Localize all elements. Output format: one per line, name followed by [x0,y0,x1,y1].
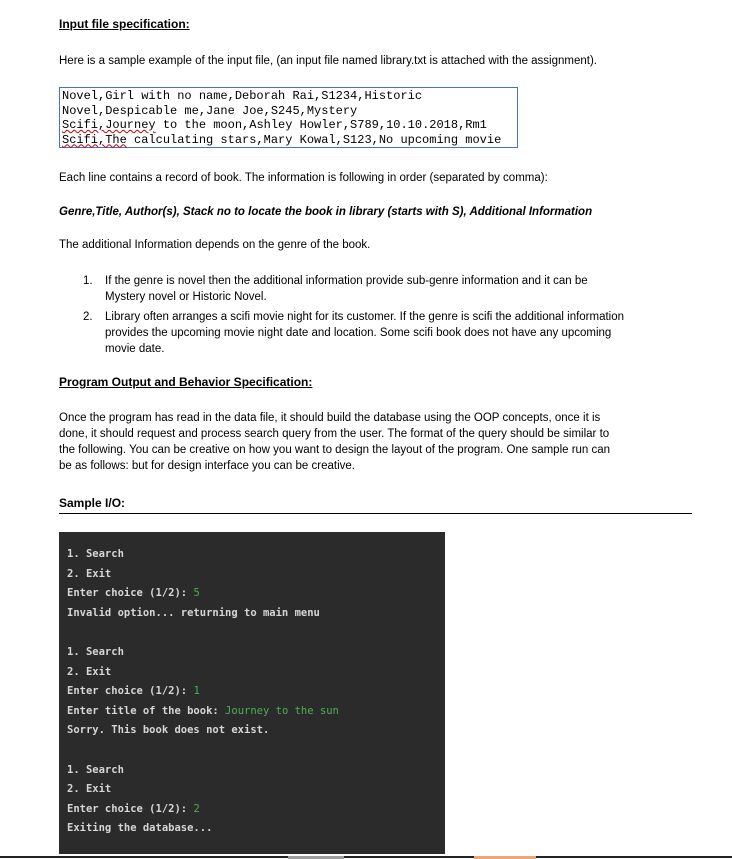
terminal-line: 2. Exit [67,567,112,580]
input-spec-intro: Here is a sample example of the input file, (an input file named library.txt is attached with the assignment). [59,55,597,67]
terminal-line: 2. Exit [67,665,112,678]
additional-info-text: The additional Information depends on the genre of the book. [59,239,371,251]
genre-rules-list [83,273,705,357]
terminal-line: Sorry. This book does not exist. [67,724,270,737]
input-spec-heading: Input file specification: [59,17,190,31]
each-line-text: Each line contains a record of book. The information is following in order (separated by comma): [59,172,548,184]
terminal-line: Enter choice (1/2): 1 [67,685,200,698]
sample-line: Novel,Girl with no name,Deborah Rai,S1234,Historic [62,89,423,103]
terminal-line: 1. Search [67,763,124,776]
page-bottom-border [0,856,732,858]
terminal-user-input: 1 [193,685,200,698]
terminal-screenshot [59,532,445,854]
terminal-user-input: 2 [193,802,200,815]
terminal-line: Invalid option... returning to main menu [67,606,320,619]
terminal-line: 1. Search [67,548,124,560]
terminal-gap [67,741,437,761]
terminal-line: Enter choice (1/2): 2 [67,802,200,815]
sample-line: Novel,Despicable me,Jane Joe,S245,Mystery [62,103,358,118]
sample-io-divider [59,513,692,514]
sample-input-file-box [59,87,518,148]
spellcheck-underline: Scifi,The [62,132,127,147]
sample-line: Scifi,Journey to the moon,Ashley Howler,S789,10.10.2018,Rm1 [62,118,487,132]
list-item: 1. If the genre is novel then the additional information provide sub-genre information and it can be Mystery novel or Historic Novel. [83,275,588,303]
list-item: 2. Library often arranges a scifi movie night for its customer. If the genre is scifi the additional information provides the upcoming movie night date and location. Some scifi book does not have any upcoming movie date. [83,311,625,355]
terminal-line: 1. Search [67,645,124,658]
sample-line: Scifi,The calculating stars,Mary Kowal,S123,No upcoming movie [62,132,502,147]
terminal-user-input: Journey to the sun [225,704,339,717]
spellcheck-underline: Scifi,Journey [62,118,156,132]
terminal-line: Exiting the database... [67,822,213,835]
sample-io-heading: Sample I/O: [59,496,126,510]
terminal-user-input: 5 [193,587,200,600]
terminal-line: Enter title of the book: Journey to the sun [67,704,339,717]
terminal-gap [67,623,437,643]
output-spec-heading: Program Output and Behavior Specification: [59,375,313,389]
output-spec-paragraph: Once the program has read in the data file, it should build the database using the OOP concepts, once it is done, it should request and process search query from the user. The format of the query should be similar to the following. You can be creative on how you want to design the layout of the program. One sample run can be as follows: but for design interface you can be creative. [59,412,611,472]
terminal-line: Enter choice (1/2): 5 [67,587,200,600]
terminal-line: 2. Exit [67,783,112,796]
record-format-text: Genre,Title, Author(s), Stack no to locate the book in library (starts with S), Additional Information [59,206,593,218]
